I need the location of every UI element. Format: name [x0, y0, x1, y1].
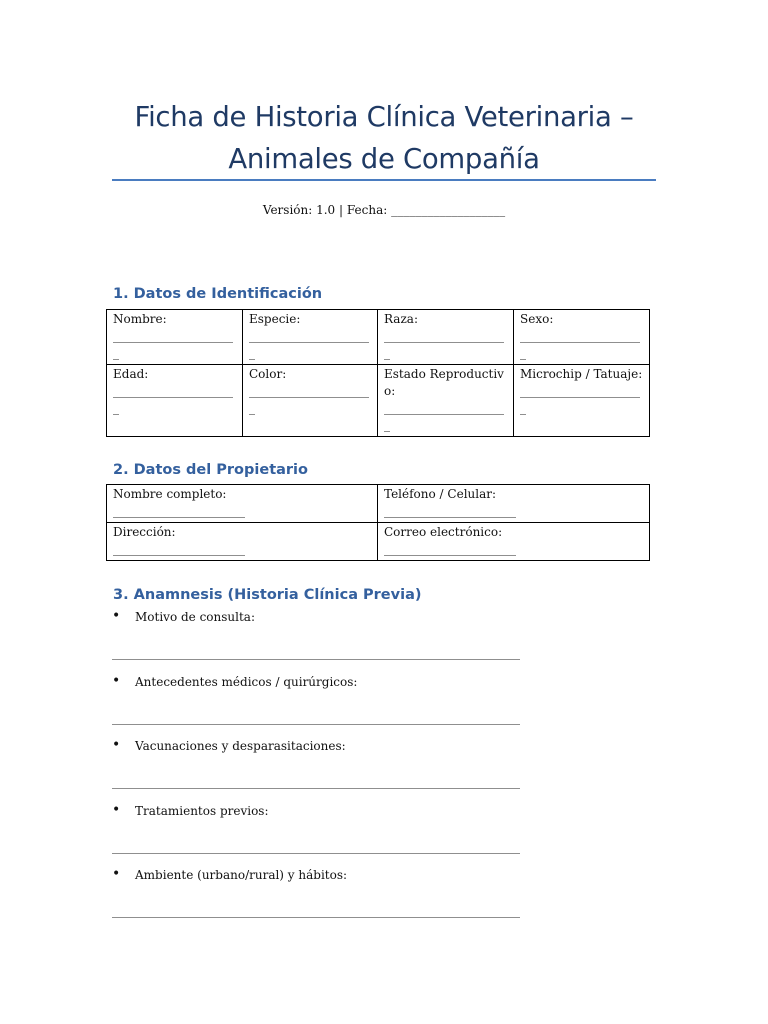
- identification-table: [106, 309, 650, 437]
- field-label: Dirección:: [113, 525, 176, 539]
- fill-line[interactable]: ______________________: [113, 542, 245, 556]
- item-label: Vacunaciones y desparasitaciones:: [135, 739, 346, 753]
- fill-line[interactable]: ______________________: [113, 504, 245, 518]
- field-nombre-cell[interactable]: [107, 310, 243, 365]
- fill-line[interactable]: _____________________: [249, 329, 369, 360]
- field-direccion-cell[interactable]: [107, 523, 378, 561]
- document-title: [112, 96, 656, 180]
- field-correo-cell[interactable]: [378, 523, 650, 561]
- fill-line[interactable]: _____________________: [520, 329, 640, 360]
- table-row: [107, 365, 650, 437]
- field-label: Teléfono / Celular:: [384, 487, 497, 501]
- owner-table: [106, 484, 650, 561]
- fill-line[interactable]: _____________________: [384, 401, 504, 432]
- list-item: [112, 864, 542, 929]
- field-label: Sexo:: [520, 312, 554, 326]
- fill-line[interactable]: ______________________: [384, 542, 516, 556]
- answer-line[interactable]: ____________________________________________________________________: [112, 775, 520, 789]
- section-heading-propietario: 2. Datos del Propietario: [113, 462, 308, 478]
- fill-line[interactable]: _____________________: [249, 384, 369, 415]
- title-divider: [112, 179, 656, 181]
- section-heading-identificacion: 1. Datos de Identificación: [113, 286, 323, 302]
- item-label: Motivo de consulta:: [135, 610, 256, 624]
- field-especie-cell[interactable]: [243, 310, 378, 365]
- answer-line[interactable]: ____________________________________________________________________: [112, 710, 520, 725]
- table-row: [107, 485, 650, 523]
- bullet-icon: •: [112, 866, 121, 882]
- title-line-2: Animales de Compañía: [228, 143, 540, 175]
- list-item: [112, 800, 542, 865]
- item-label: Antecedentes médicos / quirúrgicos:: [135, 674, 358, 689]
- field-label: Nombre:: [113, 312, 167, 326]
- title-line-1: Ficha de Historia Clínica Veterinaria –: [134, 101, 634, 133]
- field-label: Color:: [249, 367, 287, 381]
- field-telefono-cell[interactable]: [378, 485, 650, 523]
- item-label: Ambiente (urbano/rural) y hábitos:: [135, 868, 348, 882]
- field-label: Microchip / Tatuaje:: [520, 367, 643, 381]
- anamnesis-list: [112, 606, 542, 929]
- field-label: Nombre completo:: [113, 487, 227, 501]
- version-date-line: Versión: 1.0 | Fecha: ___________________: [262, 203, 506, 217]
- field-estado-reproductivo-cell[interactable]: [378, 365, 514, 437]
- field-raza-cell[interactable]: [378, 310, 514, 365]
- bullet-icon: •: [112, 672, 121, 689]
- bullet-icon: •: [112, 608, 121, 624]
- answer-line[interactable]: ____________________________________________________________________: [112, 839, 520, 854]
- field-microchip-cell[interactable]: [514, 365, 650, 437]
- list-item: [112, 735, 542, 800]
- fill-line[interactable]: ______________________: [384, 504, 516, 518]
- bullet-icon: •: [112, 737, 121, 753]
- list-item: [112, 671, 542, 736]
- fill-line[interactable]: _____________________: [384, 329, 504, 360]
- answer-line[interactable]: ____________________________________________________________________: [112, 646, 520, 660]
- item-label: Tratamientos previos:: [135, 803, 269, 818]
- field-color-cell[interactable]: [243, 365, 378, 437]
- field-edad-cell[interactable]: [107, 365, 243, 437]
- field-label: Raza:: [384, 312, 418, 326]
- list-item: [112, 606, 542, 671]
- fill-line[interactable]: _____________________: [113, 384, 233, 415]
- table-row: [107, 310, 650, 365]
- fill-line[interactable]: _____________________: [520, 384, 640, 415]
- field-label: Estado Reproductivo:: [384, 367, 504, 398]
- table-row: [107, 523, 650, 561]
- field-sexo-cell[interactable]: [514, 310, 650, 365]
- field-nombre-completo-cell[interactable]: [107, 485, 378, 523]
- section-heading-anamnesis: 3. Anamnesis (Historia Clínica Previa): [113, 587, 422, 603]
- bullet-icon: •: [112, 801, 121, 818]
- answer-line[interactable]: ____________________________________________________________________: [112, 904, 520, 918]
- field-label: Edad:: [113, 367, 149, 381]
- fill-line[interactable]: _____________________: [113, 329, 233, 360]
- field-label: Especie:: [249, 312, 301, 326]
- field-label: Correo electrónico:: [384, 525, 503, 539]
